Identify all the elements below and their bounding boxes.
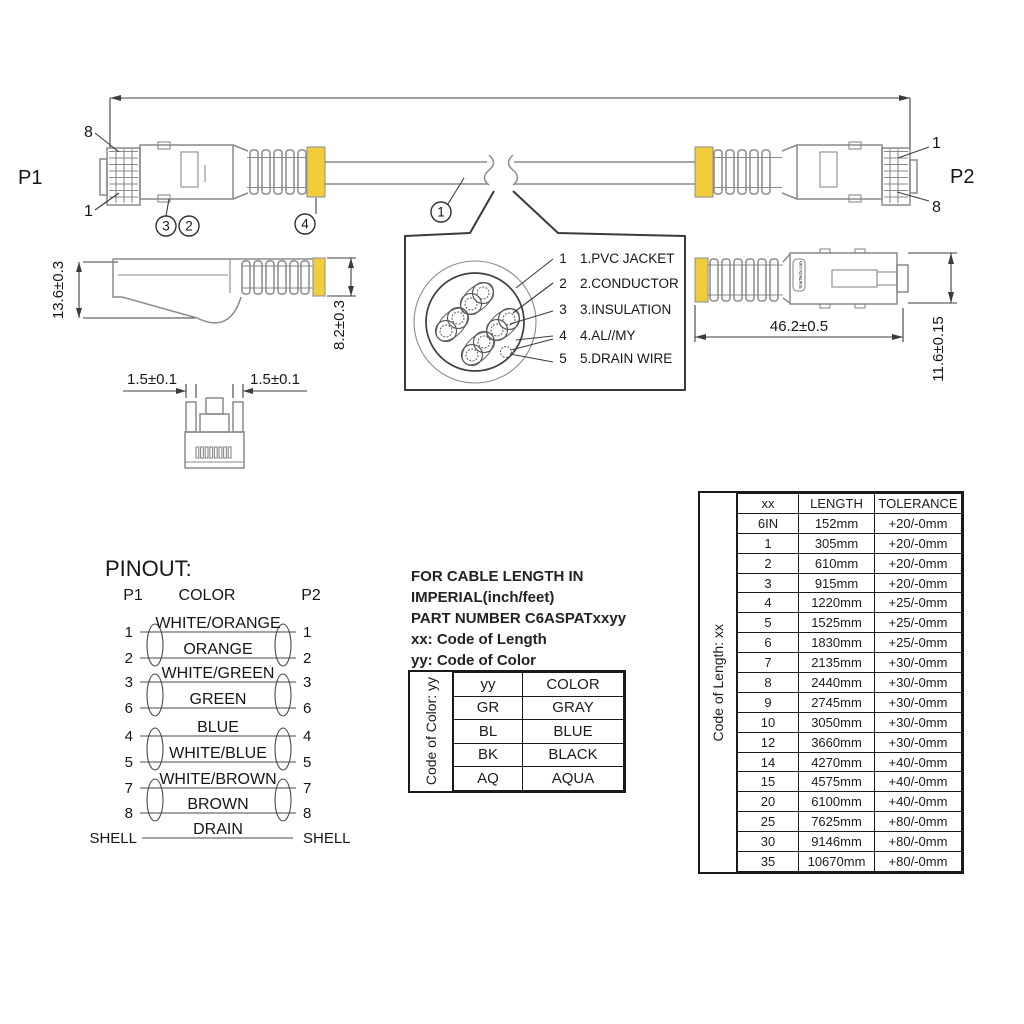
length-cell: 1830mm [799,633,875,653]
wire-color: DRAIN [193,821,243,838]
cable-drawing [325,155,695,185]
length-header: LENGTH [799,494,875,514]
p1-pin8-label: 8 [84,124,93,141]
tolerance-cell: +20/-0mm [875,553,962,573]
p2-pin1-label: 1 [932,135,941,152]
callout-3: 3 [162,218,170,234]
tolerance-cell: +30/-0mm [875,653,962,673]
length-table-row [738,792,962,812]
cross-section-list [559,251,679,366]
color-table-row [454,767,624,791]
p1-boot-band [307,147,325,197]
pinout-pin-numbers-left [89,624,137,847]
length-code-cell: 4 [738,593,799,613]
xsec-label-5: 5.DRAIN WIRE [580,351,673,366]
p1-pin1-label: 1 [84,203,93,220]
color-table-row [454,720,624,744]
dim-plug-length: 46.2±0.5 [769,318,829,335]
color-name-cell: AQUA [523,767,624,791]
pin-right: 1 [303,624,312,641]
wire-color: GREEN [189,691,247,708]
color-name-cell: COLOR [523,673,624,697]
length-cell: 915mm [799,573,875,593]
length-cell: 610mm [799,553,875,573]
length-code-cell: 12 [738,732,799,752]
pin-left: 3 [124,674,133,691]
pin-right: 7 [303,780,312,797]
xsec-num-4: 4 [559,328,567,343]
length-table-row [738,812,962,832]
length-cell: 3050mm [799,712,875,732]
note-line-1: FOR CABLE LENGTH IN IMPERIAL(inch/feet) [411,568,584,606]
length-cell: 305mm [799,533,875,553]
length-table-row [738,553,962,573]
tolerance-cell: +30/-0mm [875,692,962,712]
tolerance-cell: +25/-0mm [875,593,962,613]
length-table-row [738,573,962,593]
length-cell: 4270mm [799,752,875,772]
tolerance-cell: +20/-0mm [875,533,962,553]
dim-plug-height: 11.6±0.15 [930,316,947,382]
tolerance-cell: +80/-0mm [875,812,962,832]
tolerance-cell: +30/-0mm [875,712,962,732]
dim-boot-height: 8.2±0.3 [331,300,348,350]
pin-right: 3 [303,674,312,691]
length-code-cell: 7 [738,653,799,673]
tolerance-cell: +25/-0mm [875,613,962,633]
pin-right: 8 [303,805,312,822]
side-view-right [695,249,957,382]
color-code-cell: yy [454,673,523,697]
color-name-cell: BLACK [523,743,624,767]
pinout-diagram [89,556,350,847]
pin-right: SHELL [303,830,351,847]
length-cell: 6100mm [799,792,875,812]
length-code-cell: 25 [738,812,799,832]
front-contacts [196,447,231,458]
length-cell: 9146mm [799,832,875,852]
length-code-cell: 6 [738,633,799,653]
pinout-pin-numbers-right [303,624,351,847]
length-code-table [698,491,964,874]
length-code-cell: 6IN [738,513,799,533]
length-table-row [738,712,962,732]
length-table-body [738,494,962,872]
length-code-cell: 20 [738,792,799,812]
length-table-side-text: Code of Length: xx [710,623,726,742]
xsec-num-1: 1 [559,251,567,266]
length-table-row [738,513,962,533]
pin-right: 5 [303,754,312,771]
tolerance-cell: +40/-0mm [875,772,962,792]
length-code-cell: 15 [738,772,799,792]
length-code-cell: 8 [738,673,799,693]
length-code-cell: 30 [738,832,799,852]
p2-boot-band [695,147,713,197]
side-left-boot-band [313,258,325,296]
color-table-row [454,696,624,720]
p1-label: P1 [18,167,43,189]
color-name-cell: BLUE [523,720,624,744]
length-code-cell: 1 [738,533,799,553]
front-view [123,371,307,468]
conductors [436,283,520,366]
length-cell: 1220mm [799,593,875,613]
length-cell: 2135mm [799,653,875,673]
wire-color: WHITE/BLUE [169,745,267,762]
color-code-cell: GR [454,696,523,720]
color-table-side-label [410,672,453,791]
xsec-num-5: 5 [559,351,567,366]
pin-left: 6 [124,700,133,717]
brand-label: StarTech.com [798,261,803,289]
pin-left: 5 [124,754,133,771]
length-code-cell: 14 [738,752,799,772]
tolerance-cell: +20/-0mm [875,513,962,533]
callout-2: 2 [185,218,193,234]
p2-contacts [884,149,908,203]
tolerance-cell: +30/-0mm [875,732,962,752]
tolerance-cell: +40/-0mm [875,752,962,772]
tolerance-cell: +40/-0mm [875,792,962,812]
dim-head-height: 13.6±0.3 [50,260,67,320]
pin-left: 2 [124,650,133,667]
color-name-cell: GRAY [523,696,624,720]
length-table-row [738,613,962,633]
drain-wire [501,347,512,358]
length-table-row [738,772,962,792]
tolerance-cell: +20/-0mm [875,573,962,593]
pin-left: 8 [124,805,133,822]
length-code-cell: 3 [738,573,799,593]
length-table-row [738,673,962,693]
dim-front-right: 1.5±0.1 [250,371,300,388]
pin-left: 7 [124,780,133,797]
p2-pin8-label: 8 [932,199,941,216]
pinout-labels [155,615,280,838]
note-line-4: yy: Code of Color [411,652,537,669]
side-right-boot-band [695,258,708,302]
length-table-side-label [700,493,737,872]
connector-p1-drawing [100,142,325,205]
length-table-row [738,752,962,772]
pinout-title: PINOUT: [105,556,192,581]
wire-color: WHITE/ORANGE [155,615,281,632]
length-cell: 1525mm [799,613,875,633]
p1-contacts [109,149,138,203]
length-table-row [738,593,962,613]
length-code-cell: 9 [738,692,799,712]
length-cell: 7625mm [799,812,875,832]
xsec-label-2: 2.CONDUCTOR [580,276,679,291]
length-code-cell: 35 [738,852,799,872]
p2-label: P2 [950,166,975,188]
length-table-grid [737,493,962,872]
length-table-row [738,732,962,752]
color-table-body [454,673,624,791]
dim-front-left: 1.5±0.1 [127,371,177,388]
length-table-row [738,653,962,673]
length-cell: 10670mm [799,852,875,872]
wire-color: BLUE [197,719,239,736]
color-code-cell: AQ [454,767,523,791]
wire-color: BROWN [187,796,249,813]
side-view-left [50,258,356,350]
length-cell: 3660mm [799,732,875,752]
connector-p2-drawing [695,142,917,205]
tolerance-cell: +80/-0mm [875,832,962,852]
note-line-2: PART NUMBER C6ASPATxxyy [411,610,627,627]
wire-color: WHITE/GREEN [161,665,275,682]
length-cell: 2745mm [799,692,875,712]
overall-dimension [110,95,910,150]
pin-right: 4 [303,728,312,745]
length-table-row [738,692,962,712]
xsec-label-3: 3.INSULATION [580,302,672,317]
tolerance-header: TOLERANCE [875,494,962,514]
pin-left: SHELL [89,830,137,847]
xsec-num-3: 3 [559,302,567,317]
pin-right: 2 [303,650,312,667]
length-code-header: xx [738,494,799,514]
assembly-labels [18,124,974,236]
length-table-row [738,852,962,872]
wire-color: ORANGE [183,641,253,658]
xsec-num-2: 2 [559,276,567,291]
length-table-row [738,533,962,553]
length-table-row [738,832,962,852]
length-code-cell: 2 [738,553,799,573]
pinout-col-color: COLOR [178,587,236,604]
note-line-3: xx: Code of Length [411,631,547,648]
color-table-row [454,743,624,767]
color-table-grid [453,672,624,791]
pin-left: 1 [124,624,133,641]
length-code-cell: 5 [738,613,799,633]
tolerance-cell: +25/-0mm [875,633,962,653]
color-table-side-text: Code of Color: yy [423,677,439,786]
pinout-col-p2: P2 [301,587,321,604]
length-code-cell: 10 [738,712,799,732]
pin-right: 6 [303,700,312,717]
wire-color: WHITE/BROWN [159,771,277,788]
callout-4: 4 [301,216,309,232]
pin-left: 4 [124,728,133,745]
length-cell: 4575mm [799,772,875,792]
length-cell: 152mm [799,513,875,533]
callout-1: 1 [437,204,445,220]
xsec-label-4: 4.AL//MY [580,328,636,343]
length-cell: 2440mm [799,673,875,693]
color-code-table [408,670,626,793]
length-table-row [738,633,962,653]
tolerance-cell: +80/-0mm [875,852,962,872]
part-number-notes [411,566,691,671]
pinout-col-p1: P1 [123,587,143,604]
xsec-label-1: 1.PVC JACKET [580,251,675,266]
color-code-cell: BK [454,743,523,767]
tolerance-cell: +30/-0mm [875,673,962,693]
color-code-cell: BL [454,720,523,744]
